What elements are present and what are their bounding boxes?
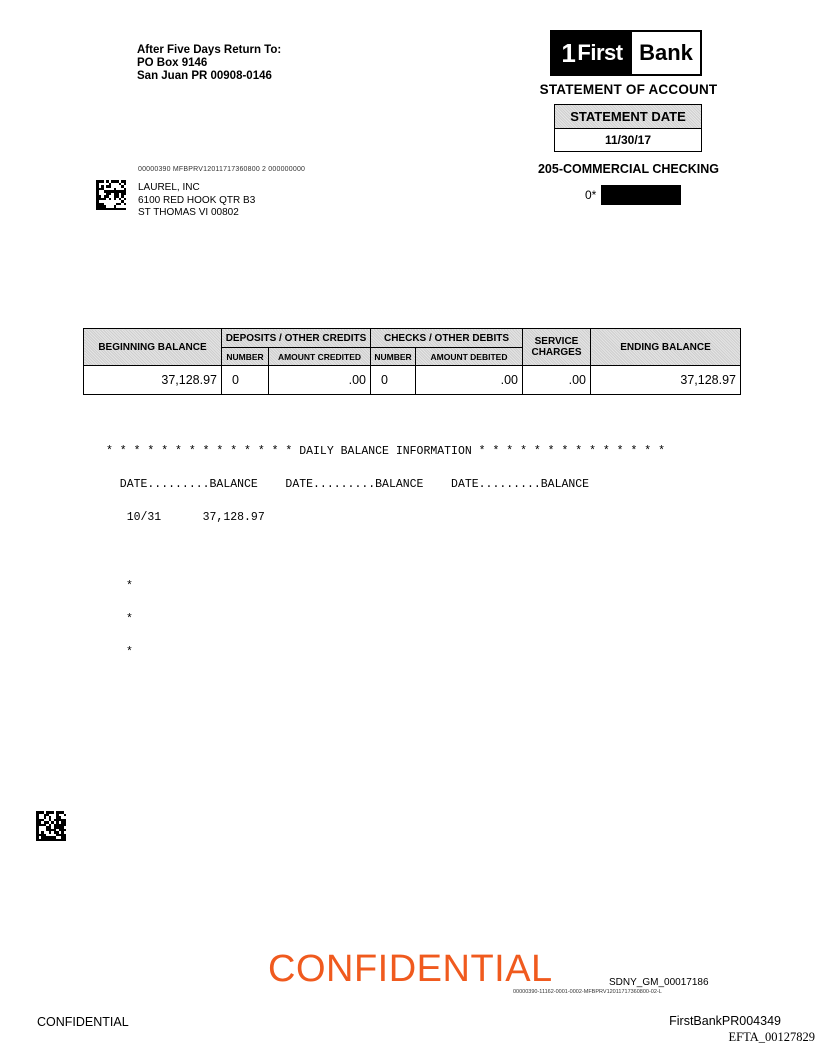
header-amount-debited: AMOUNT DEBITED (416, 348, 523, 366)
customer-name: LAUREL, INC (138, 182, 200, 193)
header-deposits-number: NUMBER (222, 348, 269, 366)
bank-logo-mark: 1 First (552, 32, 632, 74)
customer-address-line: ST THOMAS VI 00802 (138, 207, 239, 218)
amount-credited-value: .00 (269, 366, 371, 395)
datamatrix-barcode-icon (96, 180, 126, 210)
customer-address (138, 182, 255, 220)
return-address-line: San Juan PR 00908-0146 (137, 70, 272, 82)
redaction-bar (601, 185, 681, 205)
header-ending-balance: ENDING BALANCE (591, 329, 741, 366)
header-deposits: DEPOSITS / OTHER CREDITS (222, 329, 371, 348)
checks-number-value: 0 (371, 366, 416, 395)
deposits-number-value: 0 (222, 366, 269, 395)
sdny-number: SDNY_GM_00017186 (609, 977, 709, 988)
beginning-balance-value: 37,128.97 (84, 366, 222, 395)
efta-number: EFTA_00127829 (728, 1030, 815, 1044)
confidential-label: CONFIDENTIAL (37, 1015, 129, 1029)
daily-balance-star: * (126, 580, 133, 593)
statement-date-label: STATEMENT DATE (555, 105, 701, 129)
account-number (585, 185, 681, 205)
return-address-line: PO Box 9146 (137, 57, 208, 69)
amount-debited-value: .00 (416, 366, 523, 395)
daily-balance-columns: DATE.........BALANCE DATE.........BALANCE DATE.........BALANCE (106, 478, 590, 491)
return-address (137, 44, 281, 83)
account-summary-table (83, 328, 741, 395)
bank-logo (550, 30, 702, 76)
daily-balance-star: * (126, 613, 133, 626)
daily-balance-banner: * * * * * * * * * * * * * * DAILY BALANCE INFORMATION * * * * * * * * * * * * * * (106, 445, 665, 458)
mail-code: 00000390 MFBPRV12011717360800 2 000000000 (138, 166, 306, 173)
bank-logo-text: Bank (639, 40, 693, 65)
customer-address-line: 6100 RED HOOK QTR B3 (138, 194, 256, 206)
table-row (84, 366, 741, 395)
bates-number: FirstBankPR004349 (669, 1014, 781, 1028)
daily-balance-section (106, 424, 665, 669)
header-service-charges: SERVICE CHARGES (523, 329, 591, 366)
daily-balance-star: * (126, 646, 133, 659)
ending-balance-value: 37,128.97 (591, 366, 741, 395)
header-checks: CHECKS / OTHER DEBITS (371, 329, 523, 348)
statement-date-box (554, 104, 702, 152)
header-checks-number: NUMBER (371, 348, 416, 366)
header-beginning-balance: BEGINNING BALANCE (84, 329, 222, 366)
service-charges-value: .00 (523, 366, 591, 395)
confidential-stamp: CONFIDENTIAL (268, 948, 553, 990)
statement-title: STATEMENT OF ACCOUNT (539, 82, 718, 97)
header-amount-credited: AMOUNT CREDITED (269, 348, 371, 366)
return-address-line: After Five Days Return To: (137, 44, 282, 56)
statement-date-value: 11/30/17 (604, 133, 652, 147)
account-number-prefix: 0* (585, 188, 597, 202)
datamatrix-barcode-icon (36, 811, 66, 841)
document-code: 00000390-11162-0001-0002-MFBPRV12011717360800-02-L (513, 989, 662, 995)
daily-balance-row: 10/31 37,128.97 (106, 511, 265, 524)
account-type: 205-COMMERCIAL CHECKING (537, 162, 720, 176)
